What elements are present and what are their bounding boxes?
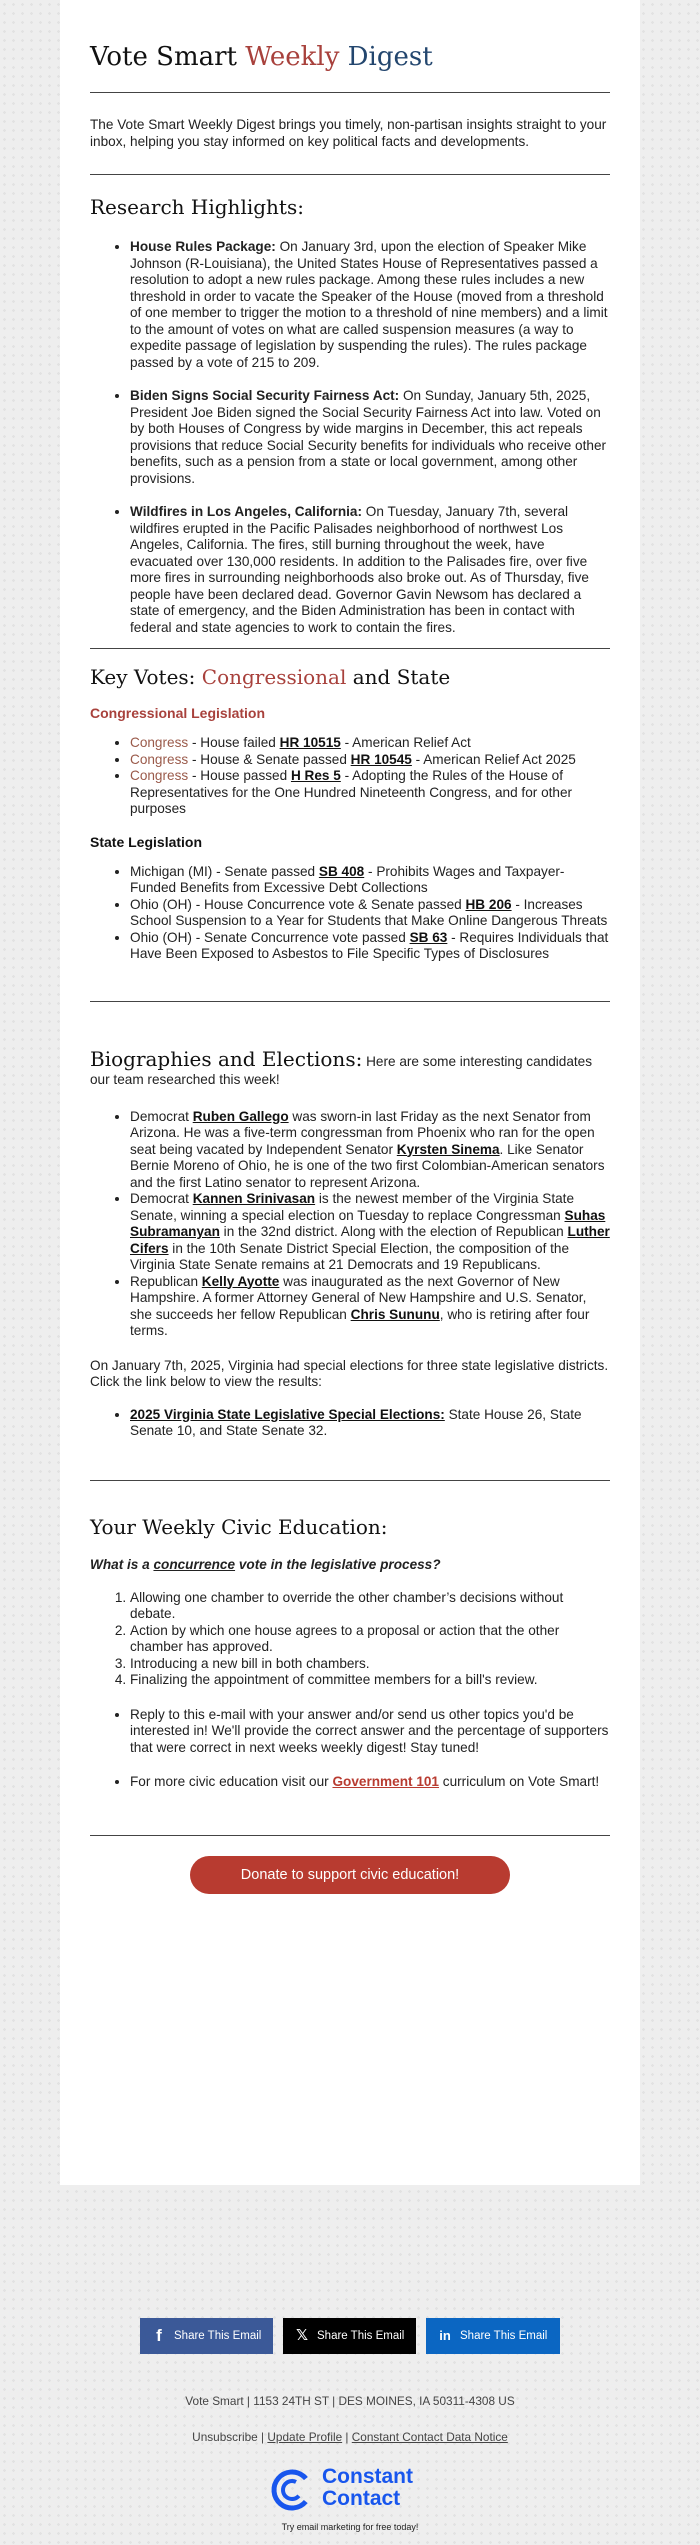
- candidate-link[interactable]: Kyrsten Sinema: [396, 1141, 500, 1157]
- cc-tagline: Try email marketing for free today!: [281, 2522, 419, 2532]
- x-share-button[interactable]: 𝕏 Share This Email: [283, 2318, 416, 2354]
- bill-link[interactable]: HR 10515: [279, 735, 341, 750]
- quiz-question: What is a concurrence vote in the legislative process?: [90, 1556, 441, 1572]
- x-icon: 𝕏: [295, 2327, 309, 2344]
- footer-address: Vote Smart | 1153 24TH ST | DES MOINES, IA 50311-4308 US: [185, 2394, 515, 2408]
- intro-text: The Vote Smart Weekly Digest brings you timely, non-partisan insights straight to your inbox, helping you stay informed on key political facts and developments.: [90, 117, 607, 149]
- linkedin-share-button[interactable]: in Share This Email: [426, 2318, 560, 2354]
- quiz-option: 2. Action by which one house agrees to a proposal or action that the other chamber has approved.: [130, 1623, 610, 1656]
- quiz-option: 1. Allowing one chamber to override the other chamber’s decisions without debate.: [130, 1590, 610, 1623]
- footer-links: Unsubscribe | Update Profile | Constant Contact Data Notice: [192, 2430, 508, 2444]
- quiz-options: [90, 1590, 610, 1689]
- candidate-link[interactable]: Suhas Subramanyan: [130, 1207, 606, 1239]
- list-item: • 2025 Virginia State Legislative Special Elections: State House 26, State Senate 10, and State Senate 32.: [130, 1407, 610, 1440]
- list-item: • Wildfires in Los Angeles, California: On Tuesday, January 7th, several wildfires erupted in the Pacific Palisades neighborhood of northwest Los Angeles, California. The fires, still burning throughout the week, have evacuated over 130,000 residents. In addition to the Palisades fire, over five more fires in surrounding neighborhoods also broke out. As of Thursday, five people have been declared dead. Governor Gavin Newsom has declared a state of emergency, and the Biden Administration has been in contact with federal and state agencies to work to contain the fires.: [130, 504, 610, 636]
- special-elections-list: [90, 1407, 610, 1440]
- list-item: • Republican Kelly Ayotte was inaugurated as the next Governor of New Hampshire. A former Attorney General of New Hampshire and U.S. Senator, she succeeds her fellow Republican Chris Sununu, who is retiring after four terms.: [130, 1274, 610, 1340]
- congressional-heading: Congressional Legislation: [90, 705, 266, 721]
- quiz-option: 4. Finalizing the appointment of committee members for a bill's review.: [130, 1672, 610, 1689]
- bill-link[interactable]: HB 206: [465, 896, 512, 912]
- candidate-link[interactable]: Chris Sununu: [350, 1306, 440, 1322]
- list-item: • For more civic education visit our Government 101 curriculum on Vote Smart!: [130, 1774, 610, 1791]
- list-item: • Democrat Ruben Gallego was sworn-in last Friday as the next Senator from Arizona. He was a five-term congressman from Phoenix who ran for the open seat being vacated by Independent Senator Kyrsten Sinema. Like Senator Bernie Moreno of Ohio, he is one of the two first Colombian-American senators and the first Latino senator to represent Arizona.: [130, 1109, 610, 1192]
- list-item: • Reply to this e-mail with your answer and/or send us other topics you'd be interested in! We'll provide the correct answer and the percentage of supporters that were correct in next weeks weekly digest! Stay tuned!: [130, 1707, 610, 1757]
- list-item: • Congress - House failed HR 10515 - American Relief Act: [130, 735, 610, 752]
- constant-contact-icon: [270, 2468, 314, 2512]
- candidate-link[interactable]: Luther Cifers: [130, 1224, 610, 1256]
- list-item: • Biden Signs Social Security Fairness Act: On Sunday, January 5th, 2025, President Joe Biden signed the Social Security Fairness Act into law. Voted on by both Houses of Congress by wide margins in December, this act repeals provisions that reduce Social Security benefits for individuals who receive other benefits, such as a pension from a state or local government, among other provisions.: [130, 388, 610, 487]
- constant-contact-logo[interactable]: Constant Contact: [270, 2466, 440, 2514]
- quiz-option: 3. Introducing a new bill in both chambers.: [130, 1656, 610, 1673]
- key-votes-title: Key Votes: Congressional and State: [90, 665, 451, 689]
- email-card: [60, 0, 640, 2185]
- research-list: [90, 239, 610, 636]
- update-profile-link[interactable]: Update Profile: [267, 2430, 343, 2444]
- bill-link[interactable]: SB 408: [318, 863, 365, 879]
- candidate-link[interactable]: Ruben Gallego: [192, 1108, 289, 1124]
- list-item: • Ohio (OH) - Senate Concurrence vote passed SB 63 - Requires Individuals that Have Been Exposed to Asbestos to File Specific Types of Disclosures: [130, 930, 610, 963]
- facebook-icon: f: [156, 2326, 162, 2345]
- linkedin-icon: in: [439, 2328, 451, 2343]
- unsubscribe-link[interactable]: Unsubscribe: [192, 2430, 258, 2444]
- list-item: • Congress - House & Senate passed HR 10545 - American Relief Act 2025: [130, 752, 610, 769]
- bios-list: [90, 1109, 610, 1340]
- list-item: • House Rules Package: On January 3rd, upon the election of Speaker Mike Johnson (R-Louisiana), the United States House of Representatives passed a resolution to adopt a new rules package. Among these rules includes a new threshold in order to vacate the Speaker of the House (moved from a threshold of one member to trigger the motion to a threshold of nine members) and a limit to the amount of votes on what are called suspension measures (a way to expedite passage of legislation by suspending the rules). The rules package passed by a vote of 215 to 209.: [130, 239, 610, 371]
- donate-button[interactable]: Donate to support civic education!: [190, 1856, 510, 1894]
- gov101-link[interactable]: Government 101: [332, 1774, 439, 1789]
- digest-title: Vote Smart Weekly Digest: [90, 42, 433, 72]
- congressional-list: [90, 735, 610, 818]
- civics-title: Your Weekly Civic Education:: [90, 1514, 388, 1539]
- bios-heading: Biographies and Elections: Here are some interesting candidates our team researched this week!: [90, 1046, 593, 1087]
- list-item: • Democrat Kannen Srinivasan is the newest member of the Virginia State Senate, winning a special election on Tuesday to replace Congressman Suhas Subramanyan in the 32nd district. Along with the election of Republican Luther Cifers in the 10th Senate District Special Election, the composition of the Virginia State Senate remains at 21 Democrats and 19 Republicans.: [130, 1191, 610, 1274]
- bill-link[interactable]: HR 10545: [350, 751, 412, 767]
- list-item: • Congress - House passed H Res 5 - Adopting the Rules of the House of Representatives for the One Hundred Nineteenth Congress, and for other purposes: [130, 768, 610, 818]
- state-list: [90, 864, 610, 963]
- bill-link[interactable]: H Res 5: [290, 768, 341, 783]
- list-item: • Ohio (OH) - House Concurrence vote & Senate passed HB 206 - Increases School Suspension to a Year for Students that Make Online Dangerous Threats: [130, 897, 610, 930]
- share-row: [140, 2318, 560, 2354]
- special-elections-link[interactable]: 2025 Virginia State Legislative Special Elections:: [130, 1406, 445, 1422]
- civics-notes: [90, 1707, 610, 1791]
- state-heading: State Legislation: [90, 833, 203, 850]
- list-item: • Michigan (MI) - Senate passed SB 408 - Prohibits Wages and Taxpayer-Funded Benefits from Excessive Debt Collections: [130, 864, 610, 897]
- candidate-link[interactable]: Kannen Srinivasan: [192, 1191, 316, 1206]
- candidate-link[interactable]: Kelly Ayotte: [201, 1273, 280, 1289]
- data-notice-link[interactable]: Constant Contact Data Notice: [351, 2430, 508, 2444]
- bill-link[interactable]: SB 63: [409, 929, 448, 945]
- research-title: Research Highlights:: [90, 195, 304, 219]
- facebook-share-button[interactable]: f Share This Email: [140, 2318, 273, 2354]
- special-elections-text: On January 7th, 2025, Virginia had special elections for three state legislative districts. Click the link below to view the results:: [90, 1357, 609, 1389]
